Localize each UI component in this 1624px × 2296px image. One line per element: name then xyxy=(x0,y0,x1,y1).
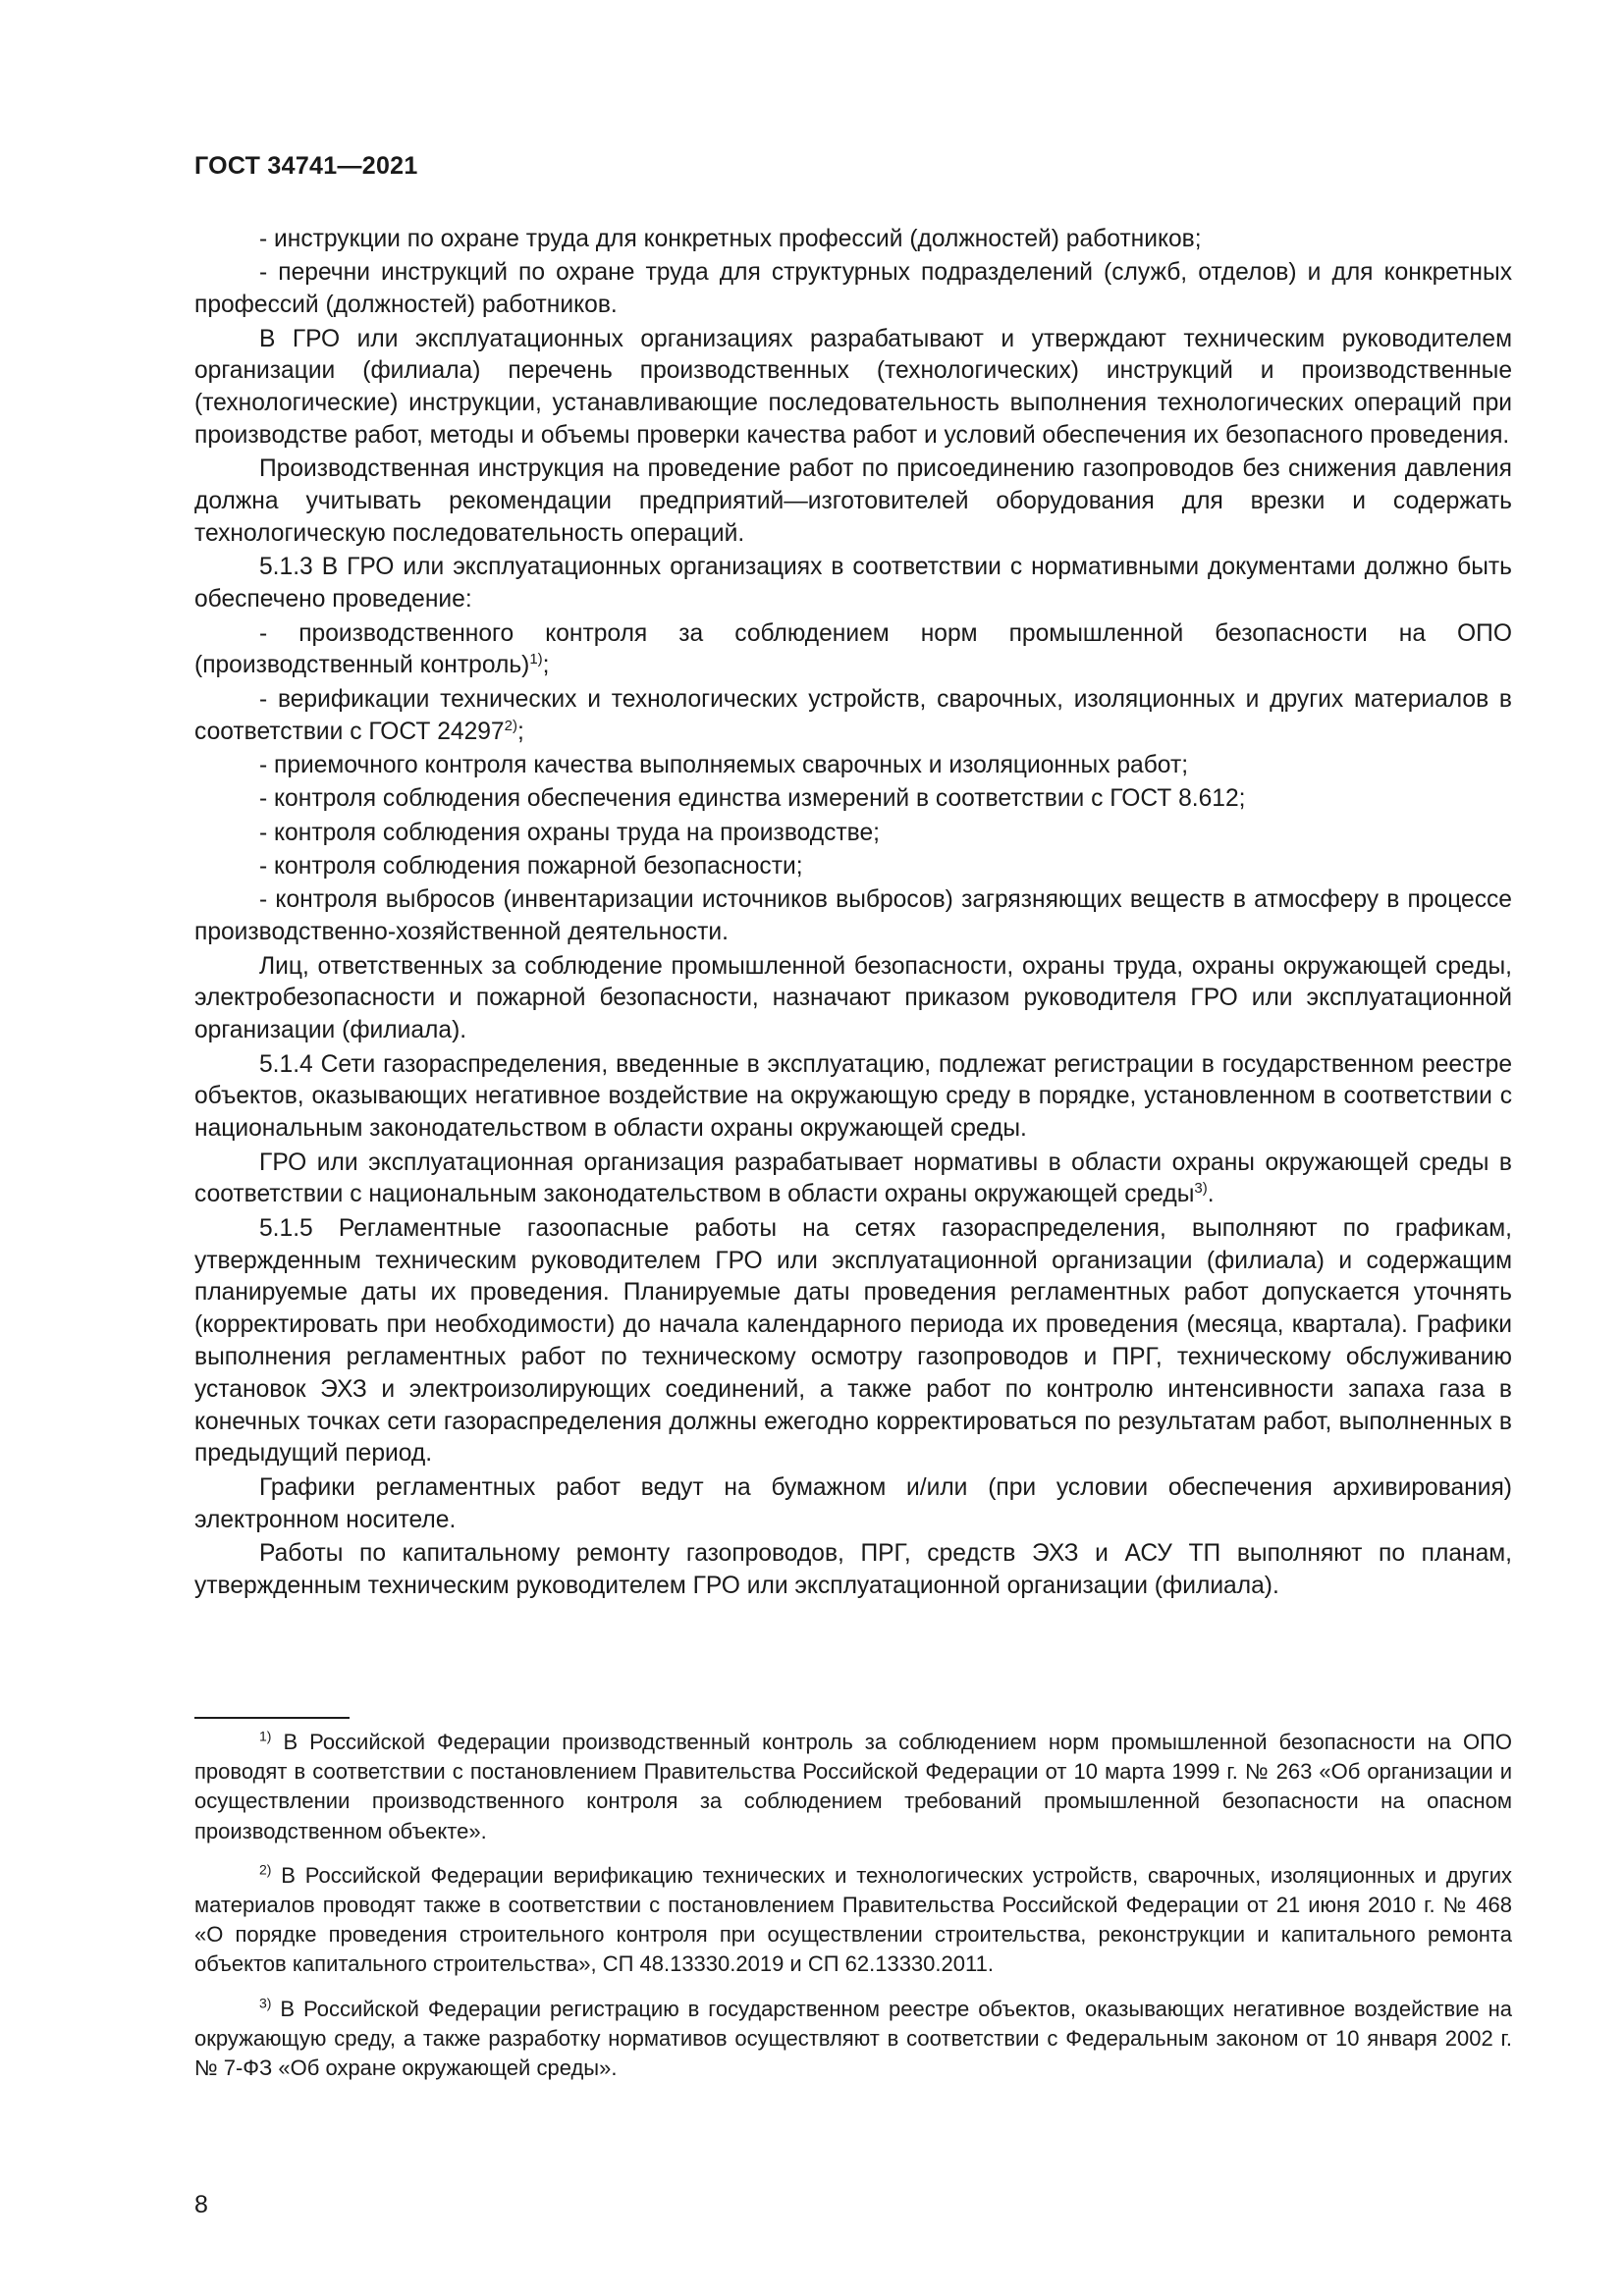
footnote-mark: 3) xyxy=(259,1995,272,2011)
paragraph-tail: . xyxy=(1207,1181,1215,1208)
paragraph-text: - производственного контроля за соблюдением норм промышленной безопасности на ОПО (производственный контроль) xyxy=(194,619,1512,679)
footnote-separator xyxy=(194,1717,350,1719)
paragraph: Производственная инструкция на проведение работ по присоединению газопроводов без снижения давления должна учитывать рекомендации предприятий—изготовителей оборудования для врезки и содержать технологическую последовательность операций. xyxy=(194,455,1512,547)
document-header: ГОСТ 34741—2021 xyxy=(194,152,418,180)
footnote-text: В Российской Федерации производственный контроль за соблюдением норм промышленной безопасности на ОПО проводят в соответствии с постановлением Правительства Российской Федерации от 10 марта 1999 г. № 263 «Об организации и осуществлении производственного контроля за соблюдением требований промышленной безопасности на опасном производственном объекте». xyxy=(194,1730,1512,1843)
paragraph: - контроля выбросов (инвентаризации источников выбросов) загрязняющих веществ в атмосферу в процессе производственно-хозяйственной деятельности. xyxy=(194,886,1512,946)
paragraph: 5.1.4 Сети газораспределения, введенные в эксплуатацию, подлежат регистрации в государственном реестре объектов, оказывающих негативное воздействие на окружающую среду в порядке, установленном в соответствии с национальным законодательством в области охраны окружающей среды. xyxy=(194,1050,1512,1143)
paragraph-tail: ; xyxy=(542,652,550,679)
footnote-ref-3: 3) xyxy=(1194,1180,1208,1198)
paragraph-text: - верификации технических и технологических устройств, сварочных, изоляционных и других материалов в соответствии с ГОСТ 24297 xyxy=(194,685,1512,745)
paragraph: 5.1.5 Регламентные газоопасные работы на сетях газораспределения, выполняют по графикам, утвержденным техническим руководителем ГРО или эксплуатационной организации (филиала) и содержащим планируемые даты их проведения. Планируемые даты проведения регламентных работ допускается уточнять (корректировать при необходимости) до начала календарного периода их проведения (месяца, квартала). Графики выполнения регламентных работ по техническому осмотру газопроводов и ПРГ, техническому обслуживанию установок ЭХЗ и электроизолирующих соединений, а также работ по контролю интенсивности запаха газа в конечных точках сети газораспределения должны ежегодно корректироваться по результатам работ, выполненных в предыдущий период. xyxy=(194,1214,1512,1468)
paragraph: - контроля соблюдения обеспечения единства измерений в соответствии с ГОСТ 8.612; xyxy=(259,785,1246,813)
paragraph: 5.1.3 В ГРО или эксплуатационных организациях в соответствии с нормативными документами должно быть обеспечено проведение: xyxy=(194,554,1512,614)
paragraph xyxy=(194,684,1512,749)
footnote xyxy=(194,1995,1512,2084)
paragraph: В ГРО или эксплуатационных организациях разрабатывают и утверждают техническим руководителем организации (филиала) перечень производственных (технологических) инструкций и производственные (технологические) инструкции, устанавливающие последовательность выполнения технологических операций при производстве работ, методы и объемы проверки качества работ и условий обеспечения их безопасного проведения. xyxy=(194,325,1512,449)
paragraph-tail: ; xyxy=(516,718,524,745)
paragraph: Работы по капитальному ремонту газопроводов, ПРГ, средств ЭХЗ и АСУ ТП выполняют по планам, утвержденным техническим руководителем ГРО или эксплуатационной организации (филиала). xyxy=(194,1539,1512,1599)
paragraph: - приемочного контроля качества выполняемых сварочных и изоляционных работ; xyxy=(259,751,1189,778)
footnote-text: В Российской Федерации регистрацию в государственном реестре объектов, оказывающих негативное воздействие на окружающую среду, а также разработку нормативов осуществляют в соответствии с Федеральным законом от 10 января 2002 г. № 7-ФЗ «Об охране окружающей среды». xyxy=(194,1996,1512,2081)
footnote-ref-1: 1) xyxy=(529,651,543,668)
footnote xyxy=(194,1728,1512,1846)
footnote xyxy=(194,1861,1512,1980)
paragraph-text: ГРО или эксплуатационная организация разрабатывает нормативы в области охраны окружающей среды в соответствии с национальным законодательством в области охраны окружающей среды xyxy=(194,1148,1512,1208)
footnote-ref-2: 2) xyxy=(504,717,517,734)
footnote-mark: 2) xyxy=(259,1861,272,1878)
paragraph: Графики регламентных работ ведут на бумажном и/или (при условии обеспечения архивирования) электронном носителе. xyxy=(194,1473,1512,1533)
paragraph: Лиц, ответственных за соблюдение промышленной безопасности, охраны труда, охраны окружающей среды, электробезопасности и пожарной безопасности, назначают приказом руководителя ГРО или эксплуатационной организации (филиала). xyxy=(194,952,1512,1044)
paragraph: - инструкции по охране труда для конкретных профессий (должностей) работников; xyxy=(259,226,1202,252)
paragraph xyxy=(194,618,1512,683)
paragraph: - контроля соблюдения пожарной безопасности; xyxy=(259,853,803,881)
page-number: 8 xyxy=(194,2191,208,2218)
paragraph: - перечни инструкций по охране труда для структурных подразделений (служб, отделов) и для конкретных профессий (должностей) работников. xyxy=(194,259,1512,319)
paragraph xyxy=(194,1148,1512,1212)
footnote-mark: 1) xyxy=(259,1728,272,1744)
paragraph: - контроля соблюдения охраны труда на производстве; xyxy=(259,819,880,846)
main-text xyxy=(194,224,1512,1603)
footnote-text: В Российской Федерации верификацию технических и технологических устройств, сварочных, изоляционных и других материалов проводят также в соответствии с постановлением Правительства Российской Федерации от 21 июня 2010 г. № 468 «О порядке проведения строительного контроля при осуществлении строительства, реконструкции и капитального ремонта объектов капитального строительства», СП 48.13330.2019 и СП 62.13330.2011. xyxy=(194,1862,1512,1977)
footnotes xyxy=(194,1728,1512,2083)
